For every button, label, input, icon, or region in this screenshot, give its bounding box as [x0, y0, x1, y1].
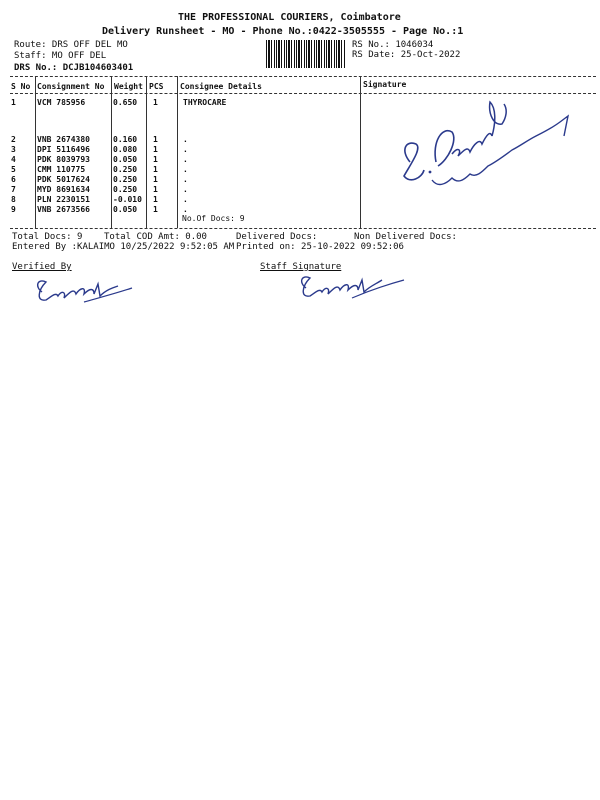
non-delivered-docs: Non Delivered Docs: — [354, 232, 457, 242]
no-of-docs: No.Of Docs: 9 — [182, 214, 245, 223]
row-consignee: . — [183, 205, 188, 214]
table-top-rule — [10, 76, 596, 77]
row-consignment: CMM 110775 — [37, 165, 86, 174]
row-sno: 4 — [11, 155, 16, 164]
row-consignment: VNB 2673566 — [37, 205, 90, 214]
runsheet-subtitle: Delivery Runsheet - MO - Phone No.:0422-3505555 - Page No.:1 — [102, 26, 464, 37]
row-sno: 8 — [11, 195, 16, 204]
table-row — [11, 205, 351, 215]
table-row — [11, 165, 351, 175]
table-row — [11, 185, 351, 195]
row-weight: 0.250 — [113, 175, 138, 184]
staff-text: Staff: MO OFF DEL — [14, 51, 107, 61]
table-row — [11, 155, 351, 165]
row-consignee: . — [183, 185, 188, 194]
total-docs: Total Docs: 9 — [12, 232, 83, 242]
row-sno: 5 — [11, 165, 16, 174]
table-row — [11, 195, 351, 205]
header-consignee: Consignee Details — [180, 82, 262, 91]
row-weight: 0.050 — [113, 155, 138, 164]
row-weight: 0.160 — [113, 135, 138, 144]
row-consignee: . — [183, 195, 188, 204]
row-pcs: 1 — [153, 185, 158, 194]
row-weight: 0.250 — [113, 165, 138, 174]
row-pcs: 1 — [153, 205, 158, 214]
col-divider-consignee — [360, 76, 361, 228]
row-consignee: THYROCARE — [183, 98, 227, 107]
header-consignment: Consignment No — [37, 82, 105, 91]
receiver-signature — [392, 92, 582, 202]
row-consignment: PLN 2230151 — [37, 195, 90, 204]
row-consignment: MYD 8691634 — [37, 185, 90, 194]
header-signature: Signature — [363, 80, 407, 89]
header-weight: Weight — [114, 82, 143, 91]
row-weight: -0.010 — [113, 195, 142, 204]
header-pcs: PCS — [149, 82, 164, 91]
company-title: THE PROFESSIONAL COURIERS, Coimbatore — [178, 12, 401, 23]
row-sno: 2 — [11, 135, 16, 144]
delivered-docs: Delivered Docs: — [236, 232, 318, 242]
row-consignee: . — [183, 135, 188, 144]
row-pcs: 1 — [153, 155, 158, 164]
barcode — [266, 40, 346, 68]
table-row — [11, 145, 351, 155]
verified-signature-name: Cyodhir — [28, 74, 33, 75]
row-pcs: 1 — [153, 195, 158, 204]
row-consignment: PDK 5017624 — [37, 175, 90, 184]
row-consignment: VNB 2674380 — [37, 135, 90, 144]
total-cod: Total COD Amt: 0.00 — [104, 232, 207, 242]
table-row — [11, 175, 351, 185]
row-pcs: 1 — [153, 175, 158, 184]
row-pcs: 1 — [153, 145, 158, 154]
row-consignee: . — [183, 155, 188, 164]
row-weight: 0.250 — [113, 185, 138, 194]
row-weight: 0.080 — [113, 145, 138, 154]
row-consignee: . — [183, 175, 188, 184]
table-row — [11, 135, 351, 145]
staff-signature-name: Cyodhir — [292, 70, 297, 71]
entered-by: Entered By :KALAIMO 10/25/2022 9:52:05 AM — [12, 242, 235, 252]
rs-number: RS No.: 1046034 — [352, 40, 434, 50]
row-sno: 1 — [11, 98, 16, 107]
row-consignee: . — [183, 145, 188, 154]
row-consignment: VCM 785956 — [37, 98, 86, 107]
printed-on: Printed on: 25-10-2022 09:52:06 — [236, 242, 404, 252]
table-bottom-rule — [10, 228, 596, 229]
row-pcs: 1 — [153, 165, 158, 174]
verified-by-label: Verified By — [12, 262, 72, 272]
row-consignment: PDK 8039793 — [37, 155, 90, 164]
row-sno: 9 — [11, 205, 16, 214]
row-pcs: 1 — [153, 98, 158, 107]
row-sno: 7 — [11, 185, 16, 194]
row-sno: 3 — [11, 145, 16, 154]
row-weight: 0.650 — [113, 98, 138, 107]
header-sno: S No — [11, 82, 31, 91]
staff-signature-label: Staff Signature — [260, 262, 342, 272]
route-text: Route: DRS OFF DEL MO — [14, 40, 128, 50]
row-weight: 0.050 — [113, 205, 138, 214]
rs-date: RS Date: 25-Oct-2022 — [352, 50, 461, 60]
drs-number: DRS No.: DCJB104603401 — [14, 63, 134, 73]
table-row — [11, 98, 351, 108]
row-pcs: 1 — [153, 135, 158, 144]
row-consignee: . — [183, 165, 188, 174]
row-sno: 6 — [11, 175, 16, 184]
row-consignment: DPI 5116496 — [37, 145, 90, 154]
